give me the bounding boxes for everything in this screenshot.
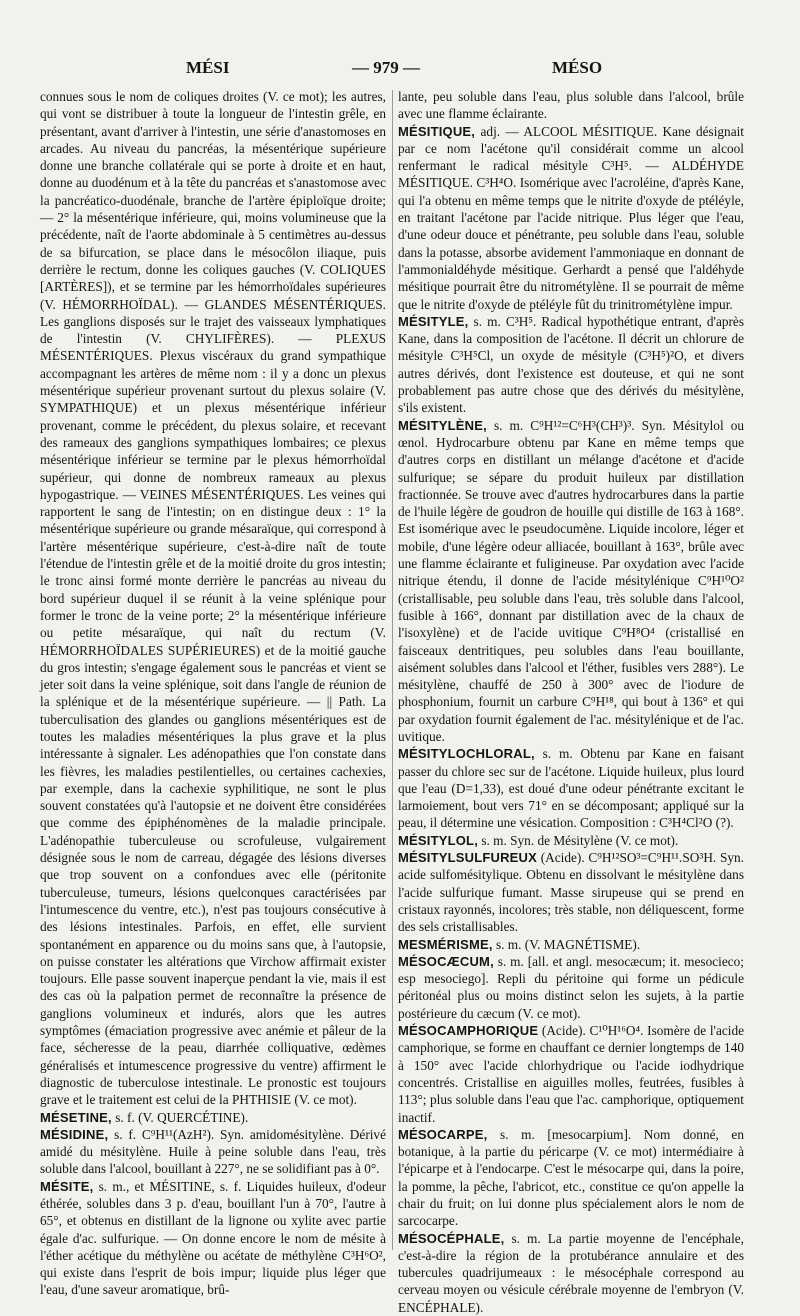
entry-text: s. m. Obtenu par Kane en faisant passer du chlore sec sur de l'acétone. Liquide huileux, plus lourd que l'eau (D=1,33), est doué d'une odeur pénétrante excitant le larmoiement, bout vers 71° en se décomposant; appliqué sur la peau, il détermine une vésication. Composition : C³H⁴Cl²O (?). [398,746,744,831]
dictionary-entry [398,849,744,935]
dictionary-entry [398,1022,744,1126]
dictionary-entry [40,1126,386,1178]
entry-text: s. m. C³H⁵. Radical hypothétique entrant, d'après Kane, dans la composition de l'acétone. Il décrit un chlorure de mésityle C³H⁵Cl, un oxyde de mésityle (C³H⁵)²O, et divers autres dérivés, dont l'existence est douteuse, et qui ne sont probablement pas autre chose que des dérivés du mésitylène, s'ils existent. [398,313,745,416]
entry-headword: MÉSIDINE, [40,1126,109,1142]
entry-text: s. m. (V. MAGNÉTISME). [495,936,641,952]
column-divider [392,90,393,1250]
dictionary-entry [398,832,744,849]
entry-headword: MÉSITYLOL, [398,832,478,848]
entry-text: s. m. La partie moyenne de l'encéphale, c'est-à-dire la région de la protubérance annulaire et des tubercules quadrijumeaux : le mésocéphale correspond au cerveau moyen ou vésicule cérébrale moyenne de l'embryon (V. ENCÉPHALE). [398,1230,744,1315]
entry-headword: MÉSETINE, [40,1109,112,1125]
page-number: — 979 — [352,58,420,77]
dictionary-entry [398,417,744,746]
running-head-left: MÉSI [186,58,230,77]
entry-headword: MÉSOCÆCUM, [398,953,494,969]
entry-headword: MÉSITYLOCHLORAL, [398,746,535,762]
left-column [40,88,386,1298]
entry-text: lante, peu soluble dans l'eau, plus soluble dans l'alcool, brûle avec une flamme éclairante. [398,89,744,122]
dictionary-entry [40,1178,386,1299]
entry-headword: MESMÉRISME, [398,936,493,952]
dictionary-entry [398,313,744,417]
entry-text: (Acide). C⁹H¹²SO³=C⁹H¹¹.SO³H. Syn. acide sulfomésitylique. Obtenu en dissolvant le mésitylène dans l'acide sulfurique fumant. Masse sirupeuse qui se prend en cristaux rayonnés, incolores; très stable, non déliquescent, forme des sels cristallisables. [398,850,744,935]
entry-headword: MÉSITYLE, [398,313,469,329]
entry-text: s. m. [all. et angl. mesocæcum; it. mesocieco; esp mesociego]. Repli du péritoine qui forme un pédicule péritonéal plus ou moins distinct selon les sujets, à la partie postérieure du cæcum (V. ce mot). [398,953,744,1021]
entry-headword: MÉSOCARPE, [398,1126,488,1142]
entry-text: s. m. [mesocarpium]. Nom donné, en botanique, à la partie du péricarpe (V. ce mot) intermédiaire à l'épicarpe et à l'endocarpe. C'est le mésocarpe qui, dans la poire, la pomme, la pêche, l'abricot, etc., constitue ce qu'on appelle la chair du fruit; on lui donne plus spécialement alors le nom de sarcocarpe. [398,1126,744,1229]
dictionary-entry [398,953,744,1022]
entry-headword: MÉSITE, [40,1178,94,1194]
dictionary-entry [398,745,744,831]
entry-headword: MÉSITYLÈNE, [398,417,487,433]
entry-text: s. f. C⁹H¹¹(AzH²). Syn. amidomésitylène. Dérivé amidé du mésitylène. Huile à peine soluble dans l'eau, très soluble dans l'alcool, bouillant à 227°, ne se solidifiant pas à 0°. [40,1126,386,1177]
dictionary-entry [398,936,744,953]
right-column [398,88,745,1315]
entry-headword: MÉSOCAMPHORIQUE [398,1023,539,1039]
entry-headword: MÉSOCÉPHALE, [398,1230,505,1246]
entry-text: s. m. C⁹H¹²=C⁶H³(CH³)³. Syn. Mésitylol ou œnol. Hydrocarbure obtenu par Kane en même temps que d'autres corps en distillant un mélange d'acétone et d'acide sulfurique; se sépare du produit huileux par distillation fractionnée. Se trouve avec d'autres hydrocarbures dans la partie de l'huile légère de goudron de houille qui distille de 163 à 168°. Est isomérique avec le pseudocumène. Liquide incolore, léger et mobile, d'une légère odeur alliacée, bouillant à 163°, brûle avec une flamme éclairante et fuligineuse. Par oxydation avec l'acide nitrique étendu, il donne de l'acide mésitylénique C⁹H¹⁰O² (cristallisable, peu soluble dans l'eau, très soluble dans l'alcool, fusible à 166°, donnant par distillation avec de la chaux de l'isoxylène) et de l'acide uvitique C⁹H⁸O⁴ (cristallisé en faisceaux dentritiques, peu solubles dans l'eau bouillante, aisément solubles dans l'alcool et l'éther, fusibles vers 288°). Le mésitylène, chauffé de 250 à 300° avec de l'iodure de phosphonium, fournit un carbure C⁹H¹⁸, qui bout à 136° et qui par oxydation fournit également de l'ac. mésitylénique et de l'ac. uvitique. [398,417,744,744]
dictionary-entry [40,1109,386,1126]
entry-text: s. f. (V. QUERCÉTINE). [115,1109,249,1125]
running-head-right: MÉSO [552,58,603,77]
entry-text: s. m. Syn. de Mésitylène (V. ce mot). [481,832,679,848]
entry-text: connues sous le nom de coliques droites (V. ce mot); les autres, qui vont se distribuer à toute la longueur de l'intestin grêle, en présentant, avant d'arriver à l'intestin, une série d'anastomoses en arcades. Au niveau du pancréas, la mésentérique supérieure donne une branche collatérale qui se porte à droite et en haut, donne au duodénum et à la tête du pancréas et s'anastomose avec la pancréatico-duodénale, branche de l'artère épiploïque droite; — 2° la mésentérique inférieure, qui, moins volumineuse que la précédente, naît de l'aorte abdominale à 5 centimètres au-dessus de sa bifurcation, se place dans le mésocôlon iliaque, puis derrière le rectum, donne les coliques gauches (V. COLIQUES [ARTÈRES]), et se termine par les hémorrhoïdales supérieures (V. HÉMORRHOÏDAL). — GLANDES MÉSENTÉRIQUES. Les ganglions disposés sur le trajet des vaisseaux lymphatiques de l'intestin (V. CHYLIFÈRES). — PLEXUS MÉSENTÉRIQUES. Plexus viscéraux du grand sympathique accompagnant les artères de même nom : il y a donc un plexus mésentérique supérieur provenant surtout du plexus solaire (V. SYMPATHIQUE) et un plexus mésentérique inférieur provenant, comme le précédent, du plexus solaire, et recevant des rameaux des ganglions sympathiques lombaires; ce plexus mésentérique inférieur se termine par le plexus hémorrhoïdal supérieur, qui donne de nombreux rameaux au plexus hypogastrique. — VEINES MÉSENTÉRIQUES. Les veines qui rapportent le sang de l'intestin; on en distingue deux : 1° la mésentérique supérieure ou grande mésaraïque, qui correspond à l'artère mésentérique supérieure, c'est-à-dire naît de toute l'étendue de l'intestin grêle et de la moitié droite du gros intestin; le tronc ainsi formé monte derrière le pancréas au niveau du bord supérieur duquel il se réunit à la veine splénique pour former le tronc de la veine porte; 2° la mésentérique inférieure ou petite mésaraïque, qui naît du rectum (V. HÉMORRHOÏDALES SUPÉRIEURES) et de la moitié gauche du gros intestin; s'engage également sous le pancréas et vient se jeter soit dans la veine splénique, soit dans l'angle de réunion de la splénique et de la mésentérique supérieure. — || Path. La tuberculisation des glandes ou ganglions mésentériques est de toutes les maladies mésentériques la plus grave et la plus intéressante à signaler. Les adénopathies que l'on constate dans les fièvres, les maladies pestilentielles, ou certaines cachexies, par exemple, dans la cachexie syphilitique, ne sont le plus souvent constatées qu'à l'autopsie et ne doivent être considérées que comme des épiphénomènes de la maladie principale. L'adénopathie tuberculeuse ou scrofuleuse, vulgairement désignée sous le nom de carreau, dégagée des lésions diverses que trop souvent on a confondues avec elle (péritonite tuberculeuse, tumeurs, lésions quelconques caractérisées par l'intumescence du ventre, etc.), n'est pas toujours consécutive à des lésions intestinales. Parfois, en effet, elle survient spontanément en apparence ou du moins sans que, à l'autopsie, on puisse constater les altérations que Virchow affirmait exister toujours. Elle passe souvent inaperçue pendant la vie, mais il est des cas où la palpation permet de reconnaître la présence de ganglions volumineux et indurés, alors que les autres symptômes (émaciation progressive avec anémie et pâleur de la face, sécheresse de la peau, diarrhée colliquative, œdèmes généralisés et intumescence progressive du ventre) affirment le diagnostic de tuberculose intestinale. Le pronostic est toujours grave et le traitement est celui de la PHTHISIE (V. ce mot). [40,89,386,1108]
entry-text: adj. — ALCOOL MÉSITIQUE. Kane désignait par ce nom l'acétone qu'il considérait comme un alcool renfermant le radical mésityle C³H⁵. — ALDÉHYDE MÉSITIQUE. C³H⁴O. Isomérique avec l'acroléine, d'après Kane, qui l'a obtenu en même temps que le nitrite d'oxyde de ptéléyle, en traitant l'acétone par l'acide nitrique. Plus léger que l'eau, d'une odeur douce et pénétrante, peu soluble dans l'eau, soluble dans la potasse, absorbe avidement l'ammoniaque en donnant de l'ammonialdéhyde mésitique. Gerhardt a pensé que l'aldéhyde mésitique pourrait être du nitrométylène. Il se pourrait de même que le nitrite d'oxyde de ptéléyle fût du trinitrométylène impur. [398,123,745,312]
entry-headword: MÉSITYLSULFUREUX [398,850,537,866]
entry-text: s. m., et MÉSITINE, s. f. Liquides huileux, d'odeur éthérée, solubles dans 3 p. d'eau, bouillant l'un à 70°, l'autre à 65°, et obtenus en distillant de la lignone ou xylite avec partie égale d'ac. sulfurique. — On donne encore le nom de mésite à l'éther acétique du méthylène ou acétate de méthylène C³H⁶O², qui existe dans l'esprit de bois impur; liquide plus léger que l'eau, d'une saveur aromatique, brû- [40,1178,386,1298]
dictionary-entry [398,88,744,123]
entry-headword: MÉSITIQUE, [398,123,476,139]
dictionary-entry [398,123,744,313]
dictionary-entry [398,1126,744,1230]
entry-text: (Acide). C¹⁰H¹⁶O⁴. Isomère de l'acide camphorique, se forme en chauffant ce dernier longtemps de 140 à 150° avec l'acide chlorhydrique ou l'acide iodhydrique concentrés. Cristallise en aiguilles molles, feutrées, fusibles à 113°; plus soluble dans l'eau que l'ac. camphorique, optiquement inactif. [398,1023,744,1125]
page-header [0,58,800,84]
dictionary-entry [398,1230,744,1316]
dictionary-entry [40,88,386,1109]
